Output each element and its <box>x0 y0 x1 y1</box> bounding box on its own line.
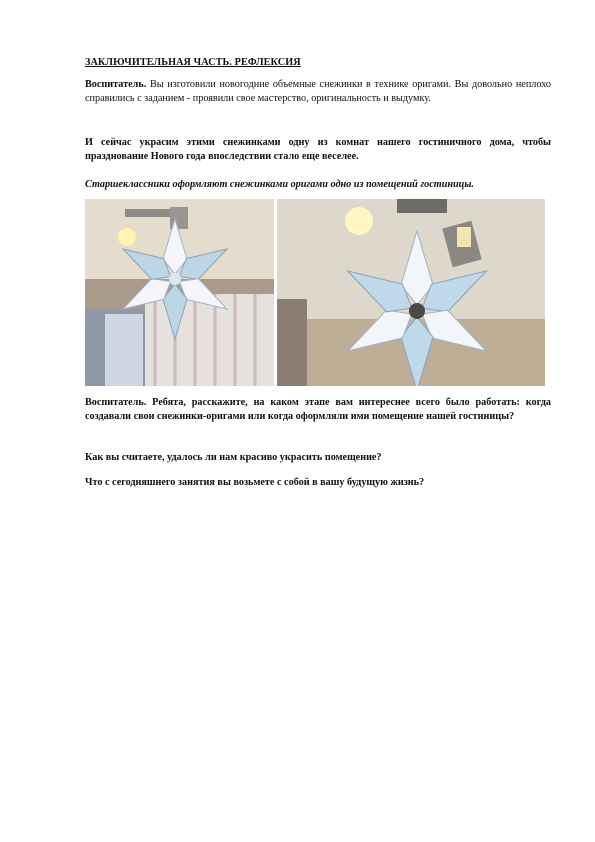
section-heading: ЗАКЛЮЧИТЕЛЬНАЯ ЧАСТЬ. РЕФЛЕКСИЯ <box>85 57 301 68</box>
snowflake-photo-image <box>277 199 545 386</box>
paragraph-teacher-intro <box>85 78 551 107</box>
speaker-label: Воспитатель. <box>85 397 147 408</box>
photo-snowflake-1 <box>85 199 274 386</box>
paragraph-text: Вы изготовили новогодние объемные снежинки в технике оригами. Вы довольно неплохо справились с заданием - проявили свое мастерство, оригинальность и выдумку. <box>85 79 551 105</box>
paragraph-teacher-question <box>85 396 551 425</box>
paragraph-text: Ребята, расскажите, на каком этапе вам интереснее всего было работать: когда создавали свои снежинки-оригами или когда оформляли ими помещение нашей гостиницы? <box>85 397 551 423</box>
snowflake-photo-image <box>85 199 274 386</box>
paragraph-stage-direction: Старшеклассники оформляют снежинками оригами одно из помещений гостиницы. <box>85 179 474 190</box>
question-future: Что с сегодняшнего занятия вы возьмете с собой в вашу будущую жизнь? <box>85 477 425 488</box>
question-decoration: Как вы считаете, удалось ли нам красиво украсить помещение? <box>85 452 382 463</box>
speaker-label: Воспитатель. <box>85 79 147 90</box>
photo-snowflake-2 <box>277 199 545 386</box>
paragraph-decorate: И сейчас украсим этими снежинками одну из комнат нашего гостиничного дома, чтобы празднование Нового года впоследствии стало еще веселее. <box>85 137 551 163</box>
